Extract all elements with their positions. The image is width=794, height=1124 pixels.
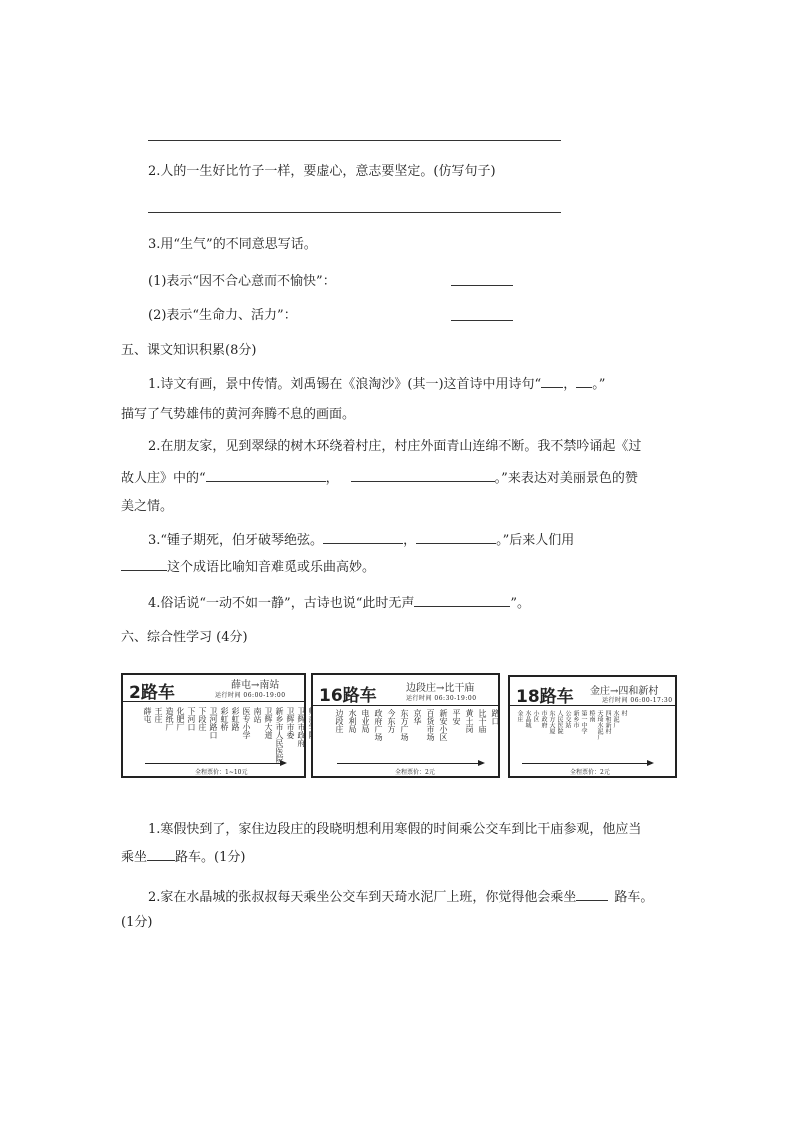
bus-stop: 彩虹桥	[220, 707, 229, 731]
section-6-q1: 1.寒假快到了，家住边段庄的段晓明想利用寒假的时间乘公交车到比干庙参观，他应当	[148, 822, 642, 837]
section-6-q2-cont: (1分)	[121, 915, 153, 930]
bus-number: 18路车	[516, 687, 574, 707]
section-5-q1-cont: 描写了气势雄伟的黄河奔腾不息的画面。	[121, 407, 356, 422]
bus-stop: 村	[620, 710, 627, 716]
bus-stop: 新乡市人民医院	[275, 707, 284, 763]
blank-s5-q1-a[interactable]	[541, 373, 563, 388]
bus-stop: 薛屯	[143, 707, 152, 723]
answer-line-q2[interactable]	[148, 212, 561, 213]
bus-stop: 公交站	[564, 710, 571, 728]
bus-stop: 今东方	[387, 709, 396, 733]
bus-number: 2路车	[129, 683, 175, 703]
bus-stop: 化肥厂	[176, 707, 185, 731]
bus-sign-2	[121, 673, 306, 778]
bus-stop: 南站	[253, 707, 262, 723]
bus-stop: 电业局	[361, 709, 370, 733]
bus-sign-16	[311, 673, 500, 778]
bus-stop: 下河口	[187, 707, 196, 731]
bus-stop: 黄土岗	[465, 709, 474, 733]
blank-s5-q4[interactable]	[414, 592, 510, 607]
bus-stop: 卫辉市委	[286, 707, 295, 739]
bus-stop: 下段庄	[198, 707, 207, 731]
bus-stop: 小区	[532, 710, 539, 722]
bus-stop: 政府广场	[374, 709, 383, 741]
section-6-q1-cont: 乘坐 路车。(1分)	[121, 846, 245, 868]
section-5-q1: 1.诗文有画，景中传情。刘禹锡在《浪淘沙》(其一)这首诗中用诗句“ ， 。”	[148, 370, 688, 400]
bus-time: 运行时间 06:00-19:00	[215, 692, 286, 699]
bus-stop: 比干庙	[478, 709, 487, 733]
bus-stop: 桥南	[588, 710, 595, 722]
bus-route: 边段庄→比干庙	[406, 683, 475, 694]
bus-stop: 卫辉大道	[264, 707, 273, 739]
bus-stop: 新乡市	[572, 710, 579, 728]
blank-s5-q2-b[interactable]	[351, 467, 495, 482]
bus-stop: 水泥厂	[612, 710, 619, 728]
bus-fare: 全程票价：1~10元	[195, 769, 248, 776]
question-2-text: 2.人的一生好比竹子一样，要虚心，意志要坚定。(仿写句子)	[148, 164, 496, 179]
bus-fare: 全程票价：2元	[570, 769, 610, 776]
bus-stop: 水晶城	[524, 710, 531, 728]
bus-stop: 边段庄	[335, 709, 344, 733]
bus-stop: 京华	[413, 709, 422, 725]
bus-stop: 新安小区	[439, 709, 448, 741]
bus-stops	[335, 709, 500, 741]
bus-stop: 医专小学	[242, 707, 251, 739]
bus-stop: 东方广场	[400, 709, 409, 741]
blank-s5-q1-b[interactable]	[576, 373, 592, 388]
section-5-q2: 2.在朋友家，见到翠绿的树木环绕着村庄，村庄外面青山连绵不断。我不禁吟诵起《过	[148, 439, 642, 454]
answer-line-q3-sub2[interactable]	[451, 320, 513, 321]
bus-stop: 彩虹路	[231, 707, 240, 731]
bus-stop: 人民医院	[556, 710, 563, 734]
bus-stop: 路口	[491, 709, 500, 725]
question-2	[148, 157, 688, 187]
bus-stop: 第一中学	[580, 710, 587, 734]
route-arrow	[145, 763, 285, 764]
section-5-q4: 4.俗话说“一动不如一静”，古诗也说“此时无声 ”。	[148, 589, 688, 619]
bus-stop: 天琦水泥厂	[596, 710, 603, 740]
bus-fare: 全程票价：2元	[395, 769, 435, 776]
section-5-q2-cont: 故人庄》中的“ ， 。”来表达对美丽景色的赞	[121, 467, 638, 489]
bus-stop: 市政府	[540, 710, 547, 728]
answer-line-q3-sub1[interactable]	[451, 285, 513, 286]
bus-stop: 四和新村	[604, 710, 611, 734]
bus-stop: 卫辉市政府	[297, 707, 306, 747]
bus-stops	[143, 707, 328, 763]
blank-s5-q2-a[interactable]	[206, 467, 326, 482]
blank-s5-q3-b[interactable]	[416, 529, 496, 544]
blank-s6-q2[interactable]	[576, 886, 608, 901]
bus-stop: 造纸厂	[165, 707, 174, 731]
bus-stop: 平安	[452, 709, 461, 725]
bus-stop: 水利局	[348, 709, 357, 733]
section-5-title: 五、课文知识积累(8分)	[121, 343, 257, 358]
section-5-q3: 3.“锺子期死，伯牙破琴绝弦。 ， 。”后来人们用	[148, 526, 688, 556]
question-3-sub2: (2)表示“生命力、活力”：	[148, 308, 297, 323]
question-3	[148, 230, 688, 260]
section-5-q3-cont: 这个成语比喻知音难觅或乐曲高妙。	[121, 556, 375, 578]
bus-time: 运行时间 06:30-19:00	[406, 695, 477, 702]
blank-s6-q1[interactable]	[147, 846, 175, 861]
bus-time: 运行时间 06:00-17:30	[602, 697, 673, 704]
bus-stop: 卫河路口	[209, 707, 218, 739]
answer-line-top[interactable]	[148, 140, 561, 141]
bus-route: 薛屯→南站	[231, 680, 280, 691]
section-6-q2: 2.家在水晶城的张叔叔每天乘坐公交车到天琦水泥厂上班，你觉得他会乘坐 路车。	[148, 883, 708, 913]
route-arrow	[337, 763, 483, 764]
bus-route: 金庄→四和新村	[590, 686, 659, 697]
route-arrow	[522, 763, 652, 764]
question-3-text: 3.用“生气”的不同意思写话。	[148, 237, 317, 252]
bus-number: 16路车	[319, 686, 377, 706]
bus-stop: 百货市场	[426, 709, 435, 741]
section-5-q2-cont2: 美之情。	[121, 499, 174, 514]
blank-s5-q3-c[interactable]	[121, 556, 167, 571]
bus-sign-18	[508, 675, 677, 778]
bus-stop: 金庄	[516, 710, 523, 722]
blank-s5-q3-a[interactable]	[323, 529, 403, 544]
question-3-sub1: (1)表示“因不合心意而不愉快”：	[148, 274, 336, 289]
bus-stops	[516, 710, 627, 740]
bus-stop: 东方大厦	[548, 710, 555, 734]
section-6-title: 六、综合性学习 (4分)	[121, 630, 248, 645]
bus-stop: 王庄	[154, 707, 163, 723]
